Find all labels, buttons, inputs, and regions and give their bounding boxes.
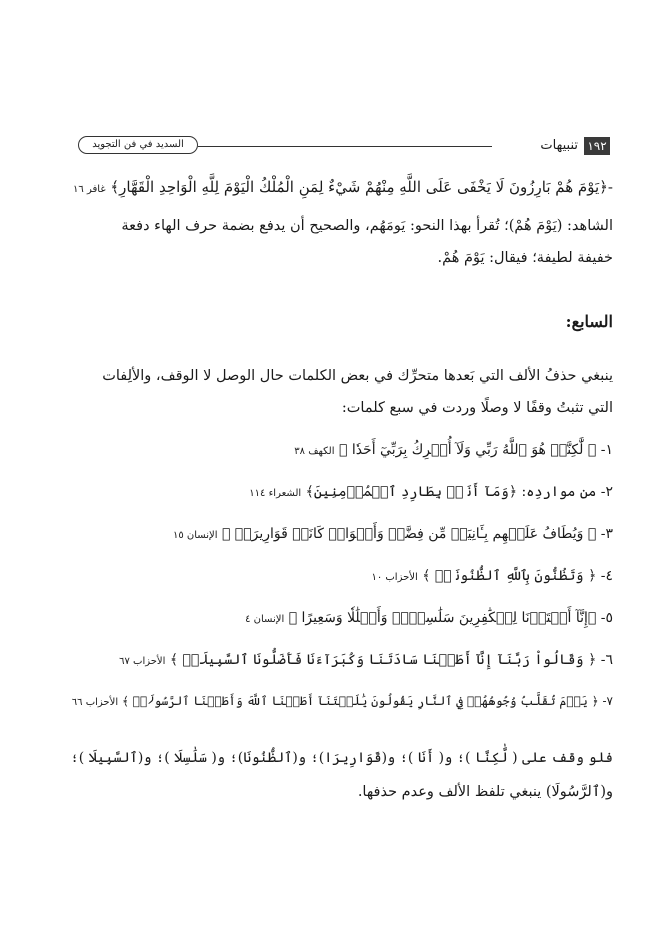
list-item <box>56 694 613 708</box>
chapter-title: تنبيهات <box>540 138 578 153</box>
list-item <box>56 568 613 584</box>
item-ref: الأحزاب ١٠ <box>371 572 418 583</box>
list-item <box>56 526 613 542</box>
item-ref: الأحزاب ٦٦ <box>71 697 119 708</box>
item-number: ٣- <box>600 526 613 542</box>
item-number: ٥- <box>600 610 613 626</box>
list-item <box>56 652 613 668</box>
list-item <box>56 610 613 626</box>
item-text: ﴿ وَتَظُنُّونَ بِٱللَّهِ ٱلظُّنُونَا۠ ﴾ <box>422 568 597 584</box>
item-text: ﴿ لَّٰكِنَّا۠ هُوَ ٱللَّهُ رَبِّي وَلَآ أُشۡرِكُ بِرَبِّيٓ أَحَدٗا ﴾ <box>338 442 597 458</box>
section-title: السابع: <box>565 312 613 331</box>
item-text: ﴿ يَوۡمَ تُقَلَّبُ وُجُوهُهُمۡ فِي ٱلنَّارِ يَقُولُونَ يَٰلَيۡتَنَآ أَطَعۡنَا ٱللَّهَ وَأَطَعۡنَا ٱلرَّسُولَا۠ ﴾ <box>121 694 599 708</box>
intro-verse-line <box>56 178 613 196</box>
header-rule <box>198 146 492 147</box>
item-ref: الإنسان ٤ <box>245 614 285 625</box>
item-number: ٧- <box>602 694 613 708</box>
intro-verse: -﴿يَوْمَ هُمْ بَارِزُونَ لَا يَخْفَى عَلَى اللَّهِ مِنْهُمْ شَيْءٌ لِمَنِ الْمُلْكُ الْيَوْمَ لِلَّهِ الْوَاحِدِ الْقَهَّارِ﴾ <box>110 178 613 196</box>
list-item <box>56 484 613 500</box>
intro-paragraph-line-1: الشاهد: (يَوْمَ هُمْ)؛ تُقرأ بهذا النحو: يَومَهُم، والصحيح أن يدفع بضمة حرف الهاء دفعة <box>121 218 613 234</box>
item-text: ﴿إِنَّآ أَعۡتَدۡنَا لِلۡكَٰفِرِينَ سَلَٰسِلَا۟ وَأَغۡلَٰلٗا وَسَعِيرًا ﴾ <box>288 610 597 626</box>
closing-line-2: و(ٱلرَّسُولَا) ينبغي تلفظ الألف وعدم حذفها. <box>357 784 613 800</box>
list-item <box>56 442 613 458</box>
page-number: ١٩٢ <box>584 137 610 155</box>
item-text: ﴿ وَقَالُواْ رَبَّنَآ إِنَّآ أَطَعۡنَا سَادَتَنَا وَكُبَرَآءَنَا فَأَضَلُّونَا ٱلسَّبِيلَا۠ ﴾ <box>169 652 597 668</box>
item-ref: الإنسان ١٥ <box>172 530 218 541</box>
item-number: ١- <box>600 442 613 458</box>
section-paragraph-line-2: التي تثبتُ وقفًا لا وصلًا وردت في سبع كلمات: <box>341 400 613 416</box>
intro-verse-ref: غافر ١٦ <box>73 184 106 195</box>
book-title: السديد في فن التجويد <box>78 136 198 154</box>
page-header <box>78 134 610 158</box>
item-ref: الشعراء ١١٤ <box>249 488 302 499</box>
item-ref: الكهف ٣٨ <box>294 446 335 457</box>
item-ref: الأحزاب ٦٧ <box>119 656 166 667</box>
item-number: ٢- <box>600 484 613 500</box>
item-text: ﴿ وَيُطَافُ عَلَيۡهِم بِـَٔانِيَةٖ مِّن فِضَّةٖ وَأَكۡوَابٖ كَانَتۡ قَوَارِيرَا۠ ﴾ <box>221 526 597 542</box>
item-text: من مواردِه: ﴿وَمَآ أَنَا۠ بِطَارِدِ ٱلۡمُؤۡمِنِينَ﴾ <box>305 484 597 500</box>
section-paragraph-line-1: ينبغي حذفُ الألف التي بَعدها متحرِّك في بعض الكلمات حال الوصل لا الوقف، والألِفات <box>102 368 613 384</box>
item-number: ٦- <box>600 652 613 668</box>
intro-paragraph-line-2: خفيفة لطيفة؛ فيقال: يَوْمَ هُمْ. <box>437 250 613 266</box>
item-number: ٤- <box>600 568 613 584</box>
closing-line-1: فلو وقف على ( لَّٰكِنَّا )؛ و( أَنَا )؛ و(قَوَارِيرَا)؛ و(ٱلظُّنُونَا)؛ و( سَلَٰسِلَا )؛ و(ٱلسَّبِيلَا )؛ <box>70 750 613 766</box>
